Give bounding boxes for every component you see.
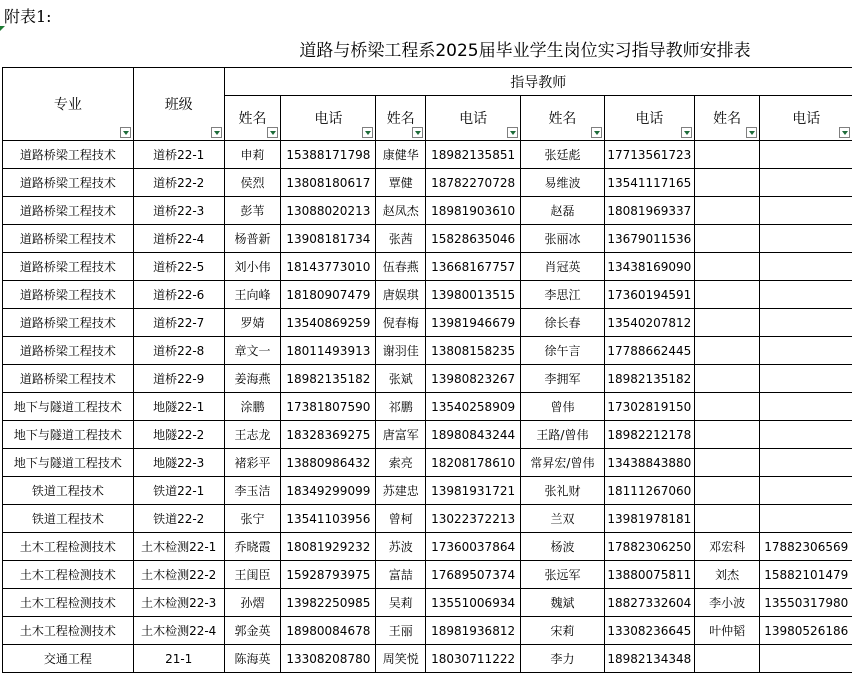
table-cell[interactable]: 13541103956 [281, 505, 376, 533]
table-cell[interactable]: 13808158235 [426, 337, 521, 365]
filter-dropdown-icon[interactable] [681, 127, 692, 138]
table-cell[interactable]: 李拥军 [521, 365, 605, 393]
table-row [3, 393, 852, 421]
table-cell[interactable] [694, 449, 760, 477]
table-cell[interactable]: 交通工程 [3, 645, 134, 673]
table-cell[interactable]: 唐富军 [376, 421, 426, 449]
table-cell[interactable]: 刘杰 [694, 561, 760, 589]
table-cell[interactable] [694, 365, 760, 393]
table-cell[interactable]: 13550317980 [760, 589, 852, 617]
table-cell[interactable]: 徐午言 [521, 337, 605, 365]
table-cell[interactable]: 道桥22-1 [133, 141, 224, 169]
table-row [3, 561, 852, 589]
table-cell[interactable] [760, 645, 852, 673]
table-cell[interactable]: 13438169090 [604, 253, 694, 281]
table-cell[interactable]: 18180907479 [281, 281, 376, 309]
table-cell[interactable] [694, 281, 760, 309]
table-cell[interactable]: 郭金英 [224, 617, 281, 645]
table-cell[interactable]: 18081929232 [281, 533, 376, 561]
table-cell[interactable]: 褚彩平 [224, 449, 281, 477]
table-cell[interactable] [694, 141, 760, 169]
table-row [3, 533, 852, 561]
table-cell[interactable]: 18011493913 [281, 337, 376, 365]
table-cell[interactable] [694, 421, 760, 449]
table-cell[interactable]: 道路桥梁工程技术 [3, 253, 134, 281]
filter-dropdown-icon[interactable] [412, 127, 423, 138]
table-row [3, 141, 852, 169]
table-cell[interactable]: 土木检测22-3 [133, 589, 224, 617]
table-cell[interactable]: 土木工程检测技术 [3, 589, 134, 617]
table-cell[interactable]: 吴莉 [376, 589, 426, 617]
table-cell[interactable]: 道路桥梁工程技术 [3, 141, 134, 169]
table-cell[interactable]: 土木检测22-2 [133, 561, 224, 589]
table-cell[interactable] [760, 449, 852, 477]
filter-dropdown-icon[interactable] [746, 127, 757, 138]
table-row [3, 197, 852, 225]
table-row [3, 225, 852, 253]
table-cell[interactable] [760, 505, 852, 533]
table-cell[interactable]: 13551006934 [426, 589, 521, 617]
table-cell[interactable]: 道桥22-4 [133, 225, 224, 253]
filter-dropdown-icon[interactable] [120, 127, 131, 138]
table-cell[interactable]: 苏建忠 [376, 477, 426, 505]
table-cell[interactable]: 王向峰 [224, 281, 281, 309]
table-cell[interactable]: 赵磊 [521, 197, 605, 225]
table-cell[interactable]: 13438843880 [604, 449, 694, 477]
table-cell[interactable] [760, 421, 852, 449]
table-cell[interactable]: 罗婧 [224, 309, 281, 337]
table-cell[interactable]: 土木工程检测技术 [3, 561, 134, 589]
table-cell[interactable]: 13679011536 [604, 225, 694, 253]
table-cell[interactable]: 17882306569 [760, 533, 852, 561]
table-cell[interactable]: 17788662445 [604, 337, 694, 365]
table-row [3, 309, 852, 337]
table-cell[interactable]: 13880075811 [604, 561, 694, 589]
table-cell[interactable] [694, 393, 760, 421]
table-cell[interactable] [760, 197, 852, 225]
table-cell[interactable]: 张远军 [521, 561, 605, 589]
table-cell[interactable]: 15928793975 [281, 561, 376, 589]
table-cell[interactable]: 13308236645 [604, 617, 694, 645]
page-title: 道路与桥梁工程系2025届毕业学生岗位实习指导教师安排表 [299, 41, 751, 61]
table-cell[interactable]: 道桥22-3 [133, 197, 224, 225]
table-row [3, 449, 852, 477]
table-cell[interactable]: 康健华 [376, 141, 426, 169]
table-cell[interactable]: 18980084678 [281, 617, 376, 645]
header-name-1[interactable]: 姓名 [224, 96, 281, 141]
table-cell[interactable]: 18030711222 [426, 645, 521, 673]
table-row [3, 477, 852, 505]
table-cell[interactable]: 李思江 [521, 281, 605, 309]
table-cell[interactable]: 18981903610 [426, 197, 521, 225]
table-cell[interactable]: 17713561723 [604, 141, 694, 169]
table-row [3, 365, 852, 393]
table-cell[interactable]: 18143773010 [281, 253, 376, 281]
table-row [3, 281, 852, 309]
table-cell[interactable]: 15828635046 [426, 225, 521, 253]
table-cell[interactable] [694, 309, 760, 337]
table-cell[interactable]: 彭苇 [224, 197, 281, 225]
table-cell[interactable]: 13908181734 [281, 225, 376, 253]
table-cell[interactable]: 13980526186 [760, 617, 852, 645]
table-cell[interactable]: 道路桥梁工程技术 [3, 309, 134, 337]
table-cell[interactable]: 魏斌 [521, 589, 605, 617]
table-cell[interactable] [694, 197, 760, 225]
table-row [3, 169, 852, 197]
table-cell[interactable]: 17360194591 [604, 281, 694, 309]
table-cell[interactable]: 乔晓霞 [224, 533, 281, 561]
table-cell[interactable] [694, 645, 760, 673]
table-cell[interactable] [694, 169, 760, 197]
table-cell[interactable]: 孙熠 [224, 589, 281, 617]
filter-dropdown-icon[interactable] [362, 127, 373, 138]
table-cell[interactable]: 地隧22-2 [133, 421, 224, 449]
table-cell[interactable]: 13880986432 [281, 449, 376, 477]
table-cell[interactable]: 13981946679 [426, 309, 521, 337]
table-cell[interactable]: 13981978181 [604, 505, 694, 533]
table-cell[interactable]: 铁道22-1 [133, 477, 224, 505]
table-cell[interactable]: 徐长春 [521, 309, 605, 337]
table-cell[interactable]: 13088020213 [281, 197, 376, 225]
table-cell[interactable]: 肖冠英 [521, 253, 605, 281]
table-cell[interactable]: 地下与隧道工程技术 [3, 393, 134, 421]
table-cell[interactable]: 赵凤杰 [376, 197, 426, 225]
table-cell[interactable]: 伍春燕 [376, 253, 426, 281]
table-cell[interactable]: 18081969337 [604, 197, 694, 225]
table-cell[interactable] [760, 281, 852, 309]
table-cell[interactable]: 倪春梅 [376, 309, 426, 337]
table-cell[interactable] [694, 225, 760, 253]
table-cell[interactable] [760, 393, 852, 421]
filter-dropdown-icon[interactable] [839, 127, 850, 138]
table-cell[interactable]: 18982135182 [604, 365, 694, 393]
table-cell[interactable]: 祁鹏 [376, 393, 426, 421]
table-cell[interactable]: 申莉 [224, 141, 281, 169]
table-cell[interactable]: 铁道工程技术 [3, 505, 134, 533]
table-cell[interactable]: 道桥22-5 [133, 253, 224, 281]
header-phone-2[interactable]: 电话 [426, 96, 521, 141]
table-cell[interactable]: 兰双 [521, 505, 605, 533]
table-cell[interactable]: 宋莉 [521, 617, 605, 645]
table-cell[interactable]: 曾伟 [521, 393, 605, 421]
table-cell[interactable] [760, 225, 852, 253]
table-cell[interactable] [760, 169, 852, 197]
table-cell[interactable]: 索亮 [376, 449, 426, 477]
table-cell[interactable]: 13540869259 [281, 309, 376, 337]
table-cell[interactable]: 曾柯 [376, 505, 426, 533]
table-row [3, 617, 852, 645]
table-cell[interactable]: 17882306250 [604, 533, 694, 561]
table-cell[interactable]: 13808180617 [281, 169, 376, 197]
table-cell[interactable]: 涂鹏 [224, 393, 281, 421]
table-cell[interactable]: 21-1 [133, 645, 224, 673]
table-cell[interactable]: 道路桥梁工程技术 [3, 169, 134, 197]
table-cell[interactable]: 18981936812 [426, 617, 521, 645]
table-cell[interactable]: 王路/曾伟 [521, 421, 605, 449]
table-cell[interactable]: 覃健 [376, 169, 426, 197]
table-cell[interactable]: 谢羽佳 [376, 337, 426, 365]
table-row [3, 645, 852, 673]
table-cell[interactable]: 18349299099 [281, 477, 376, 505]
table-cell[interactable]: 17360037864 [426, 533, 521, 561]
table-cell[interactable]: 18782270728 [426, 169, 521, 197]
table-cell[interactable]: 刘小伟 [224, 253, 281, 281]
table-cell[interactable]: 李玉洁 [224, 477, 281, 505]
table-cell[interactable]: 18982212178 [604, 421, 694, 449]
header-phone-4[interactable]: 电话 [760, 96, 852, 141]
header-advisor-group: 指导教师 [224, 68, 852, 96]
table-cell[interactable]: 13308208780 [281, 645, 376, 673]
table-cell[interactable]: 道桥22-9 [133, 365, 224, 393]
table-cell[interactable] [760, 253, 852, 281]
table-row [3, 421, 852, 449]
table-cell[interactable]: 邓宏科 [694, 533, 760, 561]
table-cell[interactable]: 道桥22-2 [133, 169, 224, 197]
table-cell[interactable]: 张礼财 [521, 477, 605, 505]
table-cell[interactable]: 地下与隧道工程技术 [3, 449, 134, 477]
table-cell[interactable]: 王丽 [376, 617, 426, 645]
filter-dropdown-icon[interactable] [507, 127, 518, 138]
table-cell[interactable]: 土木检测22-1 [133, 533, 224, 561]
table-cell[interactable]: 王志龙 [224, 421, 281, 449]
table-cell[interactable]: 13981931721 [426, 477, 521, 505]
table-cell[interactable]: 13980823267 [426, 365, 521, 393]
table-cell[interactable] [760, 477, 852, 505]
header-phone-3[interactable]: 电话 [604, 96, 694, 141]
table-cell[interactable]: 杨波 [521, 533, 605, 561]
table-cell[interactable]: 13668167757 [426, 253, 521, 281]
appendix-caption: 附表1: [4, 7, 52, 26]
filter-dropdown-icon[interactable] [211, 127, 222, 138]
table-row [3, 505, 852, 533]
table-cell[interactable]: 章文一 [224, 337, 281, 365]
table-cell[interactable]: 杨普新 [224, 225, 281, 253]
table-cell[interactable]: 张斌 [376, 365, 426, 393]
table-cell[interactable]: 17689507374 [426, 561, 521, 589]
table-cell[interactable]: 王闺臣 [224, 561, 281, 589]
table-cell[interactable]: 张廷彪 [521, 141, 605, 169]
filter-dropdown-icon[interactable] [591, 127, 602, 138]
table-cell[interactable]: 18328369275 [281, 421, 376, 449]
table-cell[interactable]: 18111267060 [604, 477, 694, 505]
table-cell[interactable]: 陈海英 [224, 645, 281, 673]
table-cell[interactable]: 地隧22-1 [133, 393, 224, 421]
table-cell[interactable]: 张丽冰 [521, 225, 605, 253]
table-cell[interactable]: 道路桥梁工程技术 [3, 197, 134, 225]
table-cell[interactable]: 富喆 [376, 561, 426, 589]
table-cell[interactable]: 李力 [521, 645, 605, 673]
table-cell[interactable]: 常昇宏/曾伟 [521, 449, 605, 477]
table-row [3, 589, 852, 617]
table-cell[interactable]: 唐娱琪 [376, 281, 426, 309]
table-cell[interactable] [694, 337, 760, 365]
table-cell[interactable]: 13540258909 [426, 393, 521, 421]
table-cell[interactable]: 道路桥梁工程技术 [3, 365, 134, 393]
table-cell[interactable] [760, 141, 852, 169]
table-cell[interactable]: 13022372213 [426, 505, 521, 533]
table-cell[interactable]: 土木检测22-4 [133, 617, 224, 645]
header-name-2[interactable]: 姓名 [376, 96, 426, 141]
header-name-3[interactable]: 姓名 [521, 96, 605, 141]
filter-dropdown-icon[interactable] [267, 127, 278, 138]
table-cell[interactable]: 侯烈 [224, 169, 281, 197]
header-class[interactable]: 班级 [133, 68, 224, 141]
table-cell[interactable]: 道路桥梁工程技术 [3, 281, 134, 309]
table-cell[interactable]: 18982134348 [604, 645, 694, 673]
table-cell[interactable]: 道桥22-8 [133, 337, 224, 365]
table-cell[interactable] [760, 337, 852, 365]
table-cell[interactable]: 铁道22-2 [133, 505, 224, 533]
table-cell[interactable] [694, 477, 760, 505]
table-cell[interactable]: 17302819150 [604, 393, 694, 421]
table-cell[interactable]: 易维波 [521, 169, 605, 197]
table-cell[interactable]: 李小波 [694, 589, 760, 617]
table-cell[interactable]: 土木工程检测技术 [3, 533, 134, 561]
table-cell[interactable]: 18980843244 [426, 421, 521, 449]
table-cell[interactable]: 铁道工程技术 [3, 477, 134, 505]
table-row [3, 337, 852, 365]
table-cell[interactable]: 13540207812 [604, 309, 694, 337]
table-cell[interactable]: 18827332604 [604, 589, 694, 617]
table-cell[interactable]: 姜海燕 [224, 365, 281, 393]
header-name-4[interactable]: 姓名 [694, 96, 760, 141]
table-cell[interactable]: 周笑悦 [376, 645, 426, 673]
table-cell[interactable]: 13541117165 [604, 169, 694, 197]
table-cell[interactable]: 道桥22-6 [133, 281, 224, 309]
table-cell[interactable]: 道桥22-7 [133, 309, 224, 337]
advisor-table [2, 67, 852, 673]
header-phone-1[interactable]: 电话 [281, 96, 376, 141]
table-cell[interactable]: 地隧22-3 [133, 449, 224, 477]
table-cell[interactable]: 15882101479 [760, 561, 852, 589]
table-row [3, 253, 852, 281]
table-cell[interactable]: 18982135182 [281, 365, 376, 393]
table-cell[interactable]: 地下与隧道工程技术 [3, 421, 134, 449]
table-cell[interactable]: 道路桥梁工程技术 [3, 225, 134, 253]
table-cell[interactable] [760, 309, 852, 337]
table-cell[interactable]: 13980013515 [426, 281, 521, 309]
table-cell[interactable] [694, 253, 760, 281]
header-major[interactable]: 专业 [3, 68, 134, 141]
table-cell[interactable]: 17381807590 [281, 393, 376, 421]
table-cell[interactable]: 18982135851 [426, 141, 521, 169]
table-cell[interactable]: 张茜 [376, 225, 426, 253]
table-cell[interactable]: 15388171798 [281, 141, 376, 169]
table-cell[interactable]: 苏波 [376, 533, 426, 561]
table-cell[interactable] [760, 365, 852, 393]
table-cell[interactable]: 叶仲韬 [694, 617, 760, 645]
table-cell[interactable]: 张宁 [224, 505, 281, 533]
table-cell[interactable] [694, 505, 760, 533]
table-cell[interactable]: 13982250985 [281, 589, 376, 617]
table-cell[interactable]: 土木工程检测技术 [3, 617, 134, 645]
table-cell[interactable]: 18208178610 [426, 449, 521, 477]
table-cell[interactable]: 道路桥梁工程技术 [3, 337, 134, 365]
